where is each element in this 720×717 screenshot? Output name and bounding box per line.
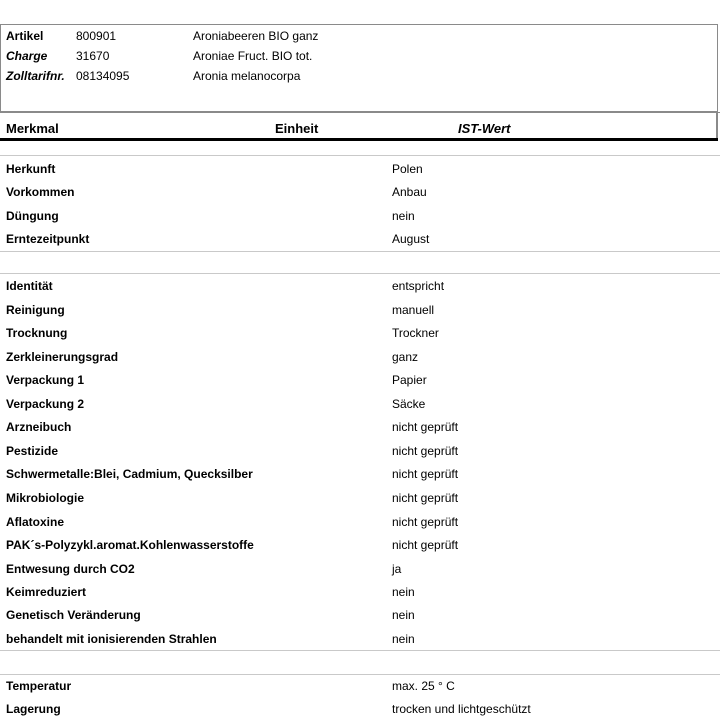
article-number: 800901 [76, 29, 117, 43]
value-cell: Polen [392, 162, 423, 176]
merkmal-cell: Schwermetalle:Blei, Cadmium, Quecksilber [6, 467, 253, 481]
table-row [0, 678, 720, 694]
divider [0, 650, 720, 651]
table-row [0, 208, 720, 224]
table-row [0, 466, 720, 482]
merkmal-cell: Herkunft [6, 162, 56, 176]
table-row [0, 631, 720, 647]
merkmal-cell: Erntezeitpunkt [6, 232, 90, 246]
value-cell: nein [392, 209, 415, 223]
table-row [0, 514, 720, 530]
divider [0, 273, 720, 274]
value-cell: manuell [392, 303, 435, 317]
table-row [0, 161, 720, 177]
merkmal-cell: Düngung [6, 209, 59, 223]
merkmal-cell: Lagerung [6, 702, 61, 716]
charge-number: 31670 [76, 49, 110, 63]
value-cell: nicht geprüft [392, 491, 459, 505]
value-cell: Anbau [392, 185, 427, 199]
article-label: Artikel [6, 29, 44, 43]
table-row [0, 325, 720, 341]
column-header-merkmal: Merkmal [6, 121, 59, 136]
merkmal-cell: Verpackung 2 [6, 397, 85, 411]
merkmal-cell: Reinigung [6, 303, 65, 317]
table-row [0, 372, 720, 388]
merkmal-cell: Temperatur [6, 679, 72, 693]
value-cell: nicht geprüft [392, 444, 459, 458]
table-row [0, 584, 720, 600]
value-cell: Papier [392, 373, 427, 387]
header-edge [716, 112, 718, 140]
merkmal-cell: Trocknung [6, 326, 68, 340]
value-cell: August [392, 232, 430, 246]
table-row [0, 231, 720, 247]
merkmal-cell: Pestizide [6, 444, 59, 458]
merkmal-cell: Verpackung 1 [6, 373, 85, 387]
merkmal-cell: Entwesung durch CO2 [6, 562, 135, 576]
table-row [0, 537, 720, 553]
value-cell: nicht geprüft [392, 420, 459, 434]
tariff-description: Aronia melanocorpa [193, 69, 301, 83]
value-cell: Säcke [392, 397, 426, 411]
merkmal-cell: Aflatoxine [6, 515, 65, 529]
merkmal-cell: behandelt mit ionisierenden Strahlen [6, 632, 217, 646]
tariff-number: 08134095 [76, 69, 130, 83]
divider [0, 112, 720, 113]
merkmal-cell: Vorkommen [6, 185, 75, 199]
merkmal-cell: Mikrobiologie [6, 491, 84, 505]
article-description: Aroniabeeren BIO ganz [193, 29, 319, 43]
table-row [0, 396, 720, 412]
divider [0, 674, 720, 675]
value-cell: Trockner [392, 326, 439, 340]
value-cell: nicht geprüft [392, 515, 459, 529]
value-cell: max. 25 ° C [392, 679, 455, 693]
value-cell: ja [392, 562, 402, 576]
merkmal-cell: Arzneibuch [6, 420, 72, 434]
table-row [0, 701, 720, 717]
table-row [0, 184, 720, 200]
column-header-ist-wert: IST-Wert [458, 121, 511, 136]
table-row [0, 607, 720, 623]
table-row [0, 349, 720, 365]
table-row [0, 302, 720, 318]
table-row [0, 561, 720, 577]
value-cell: entspricht [392, 279, 445, 293]
value-cell: nicht geprüft [392, 467, 459, 481]
value-cell: nicht geprüft [392, 538, 459, 552]
charge-label: Charge [6, 49, 48, 63]
header-rule [0, 138, 718, 141]
merkmal-cell: Identität [6, 279, 53, 293]
value-cell: ganz [392, 350, 419, 364]
merkmal-cell: PAK´s-Polyzykl.aromat.Kohlenwasserstoffe [6, 538, 254, 552]
table-row [0, 419, 720, 435]
divider [0, 155, 720, 156]
value-cell: nein [392, 632, 415, 646]
charge-description: Aroniae Fruct. BIO tot. [193, 49, 313, 63]
value-cell: trocken und lichtgeschützt [392, 702, 531, 716]
merkmal-cell: Zerkleinerungsgrad [6, 350, 119, 364]
value-cell: nein [392, 608, 415, 622]
table-row [0, 490, 720, 506]
merkmal-cell: Genetisch Veränderung [6, 608, 141, 622]
column-header-einheit: Einheit [275, 121, 319, 136]
merkmal-cell: Keimreduziert [6, 585, 87, 599]
value-cell: nein [392, 585, 415, 599]
table-row [0, 278, 720, 294]
table-row [0, 443, 720, 459]
divider [0, 251, 720, 252]
tariff-label: Zolltarifnr. [6, 69, 65, 83]
